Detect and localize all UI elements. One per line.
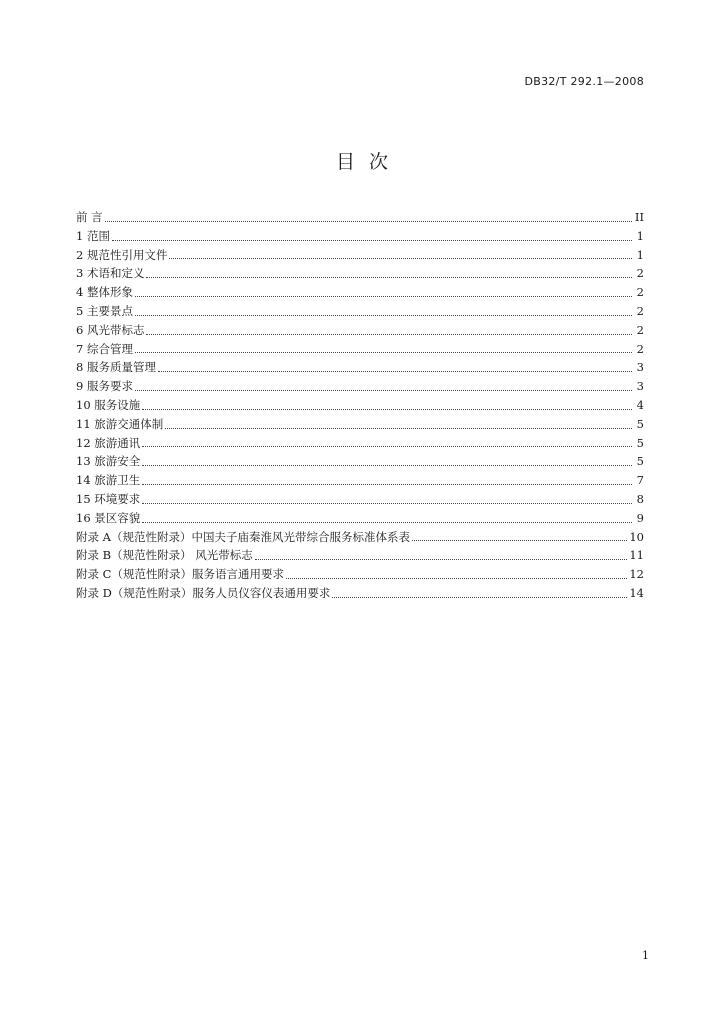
toc-entry-label: 前 言 [76, 210, 103, 224]
toc-entry-label: 10 服务设施 [76, 397, 141, 412]
toc-entry-page: 2 [636, 322, 644, 337]
page-number: 1 [642, 949, 649, 962]
toc-leader-dots [332, 597, 627, 598]
toc-leader-dots [142, 484, 632, 485]
toc-leader-dots [158, 371, 632, 372]
toc-entry-page: 5 [636, 416, 644, 431]
toc-entry-label: 15 环境要求 [76, 491, 141, 506]
toc-entry-label: 2 规范性引用文件 [76, 247, 168, 262]
toc-entry-page: 12 [629, 567, 644, 582]
toc-entry[interactable] [76, 415, 644, 434]
toc-entry-label: 6 风光带标志 [76, 322, 145, 337]
toc-entry[interactable] [76, 434, 644, 453]
toc-entry-label: 4 整体形象 [76, 285, 133, 300]
toc-entry-label: 14 旅游卫生 [76, 473, 141, 488]
toc-entry-page: 2 [636, 266, 644, 281]
toc-entry[interactable] [76, 246, 644, 265]
toc-entry-label: 3 术语和定义 [76, 266, 145, 281]
toc-leader-dots [135, 296, 632, 297]
toc-entry-page: 2 [636, 285, 644, 300]
toc-entry[interactable] [76, 227, 644, 246]
toc-entry-label: 附录 B（规范性附录） 风光带标志 [76, 548, 253, 563]
toc-entry-page: 3 [636, 379, 644, 394]
toc-entry-page: 8 [636, 491, 644, 506]
table-of-contents [76, 208, 644, 603]
toc-leader-dots [142, 503, 632, 504]
toc-entry[interactable] [76, 264, 644, 283]
toc-entry-label: 附录 C（规范性附录）服务语言通用要求 [76, 567, 284, 582]
toc-entry[interactable] [76, 509, 644, 528]
toc-entry[interactable] [76, 396, 644, 415]
toc-entry-page: 4 [636, 397, 644, 412]
toc-entry-page: 1 [636, 247, 644, 262]
toc-leader-dots [135, 352, 632, 353]
toc-leader-dots [142, 522, 632, 523]
toc-entry[interactable] [76, 340, 644, 359]
toc-leader-dots [112, 240, 632, 241]
toc-entry[interactable] [76, 208, 644, 227]
toc-entry[interactable] [76, 302, 644, 321]
toc-entry-label: 1 范围 [76, 228, 110, 243]
toc-entry-label: 12 旅游通讯 [76, 435, 141, 450]
toc-leader-dots [135, 315, 632, 316]
toc-entry-page: 2 [636, 303, 644, 318]
toc-entry-label: 附录 D（规范性附录）服务人员仪容仪表通用要求 [76, 585, 331, 600]
toc-entry[interactable] [76, 584, 644, 603]
toc-entry[interactable] [76, 565, 644, 584]
toc-entry-page: 2 [636, 341, 644, 356]
toc-entry-page: 3 [636, 360, 644, 375]
toc-entry-page: 1 [636, 228, 644, 243]
toc-leader-dots [146, 277, 632, 278]
toc-entry[interactable] [76, 283, 644, 302]
toc-entry-page: 5 [636, 435, 644, 450]
toc-entry-page: II [634, 210, 644, 224]
toc-entry-label: 16 景区容貌 [76, 510, 141, 525]
toc-entry[interactable] [76, 528, 644, 547]
toc-leader-dots [165, 428, 632, 429]
toc-leader-dots [169, 258, 632, 259]
toc-entry-page: 9 [636, 510, 644, 525]
toc-entry[interactable] [76, 358, 644, 377]
toc-leader-dots [146, 334, 632, 335]
toc-entry-label: 8 服务质量管理 [76, 360, 156, 375]
toc-entry-label: 7 综合管理 [76, 341, 133, 356]
toc-leader-dots [135, 390, 632, 391]
toc-entry-label: 11 旅游交通体制 [76, 416, 164, 431]
toc-title: 目次 [335, 151, 402, 173]
toc-entry-label: 9 服务要求 [76, 379, 133, 394]
toc-leader-dots [142, 465, 632, 466]
toc-entry[interactable] [76, 377, 644, 396]
toc-entry[interactable] [76, 490, 644, 509]
toc-entry-label: 5 主要景点 [76, 303, 133, 318]
toc-entry[interactable] [76, 452, 644, 471]
toc-entry-page: 7 [636, 473, 644, 488]
toc-entry-page: 11 [629, 548, 644, 563]
toc-entry[interactable] [76, 321, 644, 340]
toc-leader-dots [255, 559, 628, 560]
toc-entry[interactable] [76, 471, 644, 490]
toc-entry-label: 13 旅游安全 [76, 454, 141, 469]
toc-leader-dots [412, 540, 627, 541]
toc-entry-page: 10 [629, 529, 644, 544]
toc-entry-label: 附录 A（规范性附录）中国夫子庙秦淮风光带综合服务标准体系表 [76, 529, 410, 544]
toc-entry-page: 5 [636, 454, 644, 469]
document-code: DB32/T 292.1—2008 [524, 75, 644, 88]
toc-entry-page: 14 [629, 585, 644, 600]
toc-leader-dots [142, 446, 632, 447]
toc-leader-dots [105, 221, 632, 222]
toc-leader-dots [142, 409, 632, 410]
toc-entry[interactable] [76, 546, 644, 565]
toc-leader-dots [286, 578, 627, 579]
